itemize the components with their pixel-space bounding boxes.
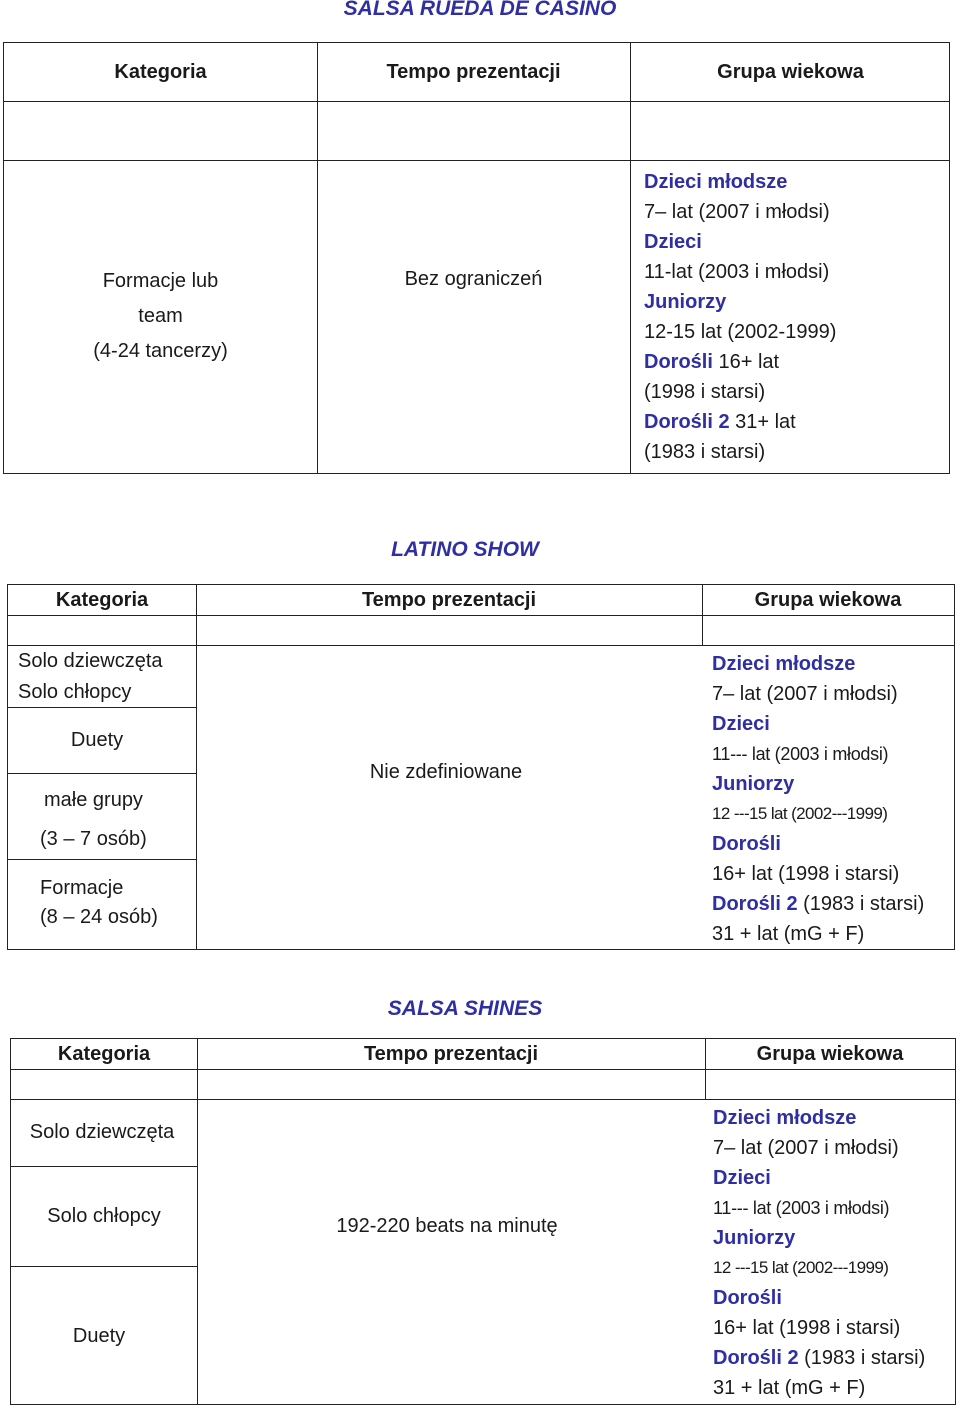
latino-tempo-text: Nie zdefiniowane bbox=[369, 761, 523, 783]
age-line: (1983 i starsi) bbox=[797, 893, 925, 915]
latino-table bbox=[7, 584, 955, 950]
latino-small-groups-size: (3 – 7 osób) bbox=[40, 828, 147, 850]
age-line: Dorośli bbox=[713, 1287, 782, 1309]
rueda-age-cell bbox=[644, 167, 944, 467]
latino-formations-size: (8 – 24 osób) bbox=[40, 906, 158, 928]
age-line: 16+ lat (1998 i starsi) bbox=[713, 1317, 901, 1339]
age-group-detail: (1983 i starsi) bbox=[644, 441, 766, 463]
age-group-suffix: 16+ lat bbox=[712, 351, 780, 373]
shines-age-cell bbox=[713, 1103, 953, 1403]
rueda-header-category: Kategoria bbox=[114, 61, 207, 83]
age-line: 31 + lat (mG + F) bbox=[712, 923, 865, 945]
age-group-suffix: 31+ lat bbox=[729, 411, 796, 433]
age-line: Dzieci bbox=[712, 713, 770, 735]
latino-duets: Duety bbox=[70, 728, 124, 751]
shines-header-tempo: Tempo prezentacji bbox=[363, 1043, 539, 1065]
rueda-category-line: (4-24 tancerzy) bbox=[93, 340, 228, 362]
latino-solo-girls: Solo dziewczęta bbox=[18, 650, 163, 672]
rueda-tempo-text: Bez ograniczeń bbox=[404, 268, 543, 290]
age-group-name: Juniorzy bbox=[644, 291, 727, 313]
age-group-name: Dzieci bbox=[644, 231, 702, 253]
latino-header-category: Kategoria bbox=[55, 589, 149, 611]
rueda-category-line: team bbox=[138, 305, 183, 327]
age-line: Dorośli 2 bbox=[713, 1347, 799, 1369]
shines-header-category: Kategoria bbox=[57, 1043, 151, 1065]
shines-duets: Duety bbox=[72, 1324, 126, 1347]
age-line: 12 ---15 lat (2002---1999) bbox=[713, 1258, 889, 1277]
latino-small-groups: małe grupy bbox=[44, 789, 143, 811]
age-group-detail: 7– lat (2007 i młodsi) bbox=[644, 201, 830, 223]
age-group-detail: 11-lat (2003 i młodsi) bbox=[644, 261, 830, 283]
age-line: 31 + lat (mG + F) bbox=[713, 1377, 866, 1399]
age-line: 16+ lat (1998 i starsi) bbox=[712, 863, 900, 885]
age-line: Dorośli bbox=[712, 833, 781, 855]
age-group-name: Dzieci młodsze bbox=[644, 171, 788, 193]
age-group-name: Dorośli bbox=[644, 351, 713, 373]
latino-header-tempo: Tempo prezentacji bbox=[361, 589, 537, 611]
age-group-detail: (1998 i starsi) bbox=[644, 381, 766, 403]
rueda-category-cell bbox=[4, 160, 317, 473]
shines-solo-boys: Solo chłopcy bbox=[47, 1204, 161, 1227]
latino-header-age: Grupa wiekowa bbox=[754, 589, 902, 611]
age-line: 12 ---15 lat (2002---1999) bbox=[712, 804, 888, 823]
section-title-rueda: SALSA RUEDA DE CASINO bbox=[343, 0, 617, 20]
age-line: Dorośli 2 bbox=[712, 893, 798, 915]
rueda-tempo-cell bbox=[317, 160, 630, 473]
age-line: Juniorzy bbox=[713, 1227, 796, 1249]
latino-age-cell bbox=[712, 649, 952, 949]
latino-solo-boys: Solo chłopcy bbox=[18, 681, 132, 703]
latino-formations: Formacje bbox=[40, 877, 124, 899]
rueda-header-tempo: Tempo prezentacji bbox=[386, 61, 561, 83]
age-line: 7– lat (2007 i młodsi) bbox=[712, 683, 898, 705]
age-group-detail: 12-15 lat (2002-1999) bbox=[644, 321, 837, 343]
section-title-shines: SALSA SHINES bbox=[387, 997, 543, 1020]
age-line: 7– lat (2007 i młodsi) bbox=[713, 1137, 899, 1159]
rueda-header-age: Grupa wiekowa bbox=[717, 61, 864, 83]
age-line: (1983 i starsi) bbox=[798, 1347, 926, 1369]
age-group-name: Dorośli 2 bbox=[644, 411, 730, 433]
shines-header-age: Grupa wiekowa bbox=[756, 1043, 904, 1065]
shines-tempo-text: 192-220 beats na minutę bbox=[336, 1215, 558, 1237]
age-line: 11--- lat (2003 i młodsi) bbox=[713, 1198, 890, 1218]
shines-table bbox=[10, 1038, 956, 1405]
age-line: Dzieci młodsze bbox=[713, 1107, 857, 1129]
age-line: Dzieci młodsze bbox=[712, 653, 856, 675]
rueda-category-line: Formacje lub bbox=[102, 270, 219, 292]
age-line: Juniorzy bbox=[712, 773, 795, 795]
section-title-latino: LATINO SHOW bbox=[391, 538, 539, 561]
shines-solo-girls: Solo dziewczęta bbox=[29, 1121, 175, 1143]
rueda-table bbox=[3, 42, 950, 474]
age-line: 11--- lat (2003 i młodsi) bbox=[712, 744, 889, 764]
age-line: Dzieci bbox=[713, 1167, 771, 1189]
